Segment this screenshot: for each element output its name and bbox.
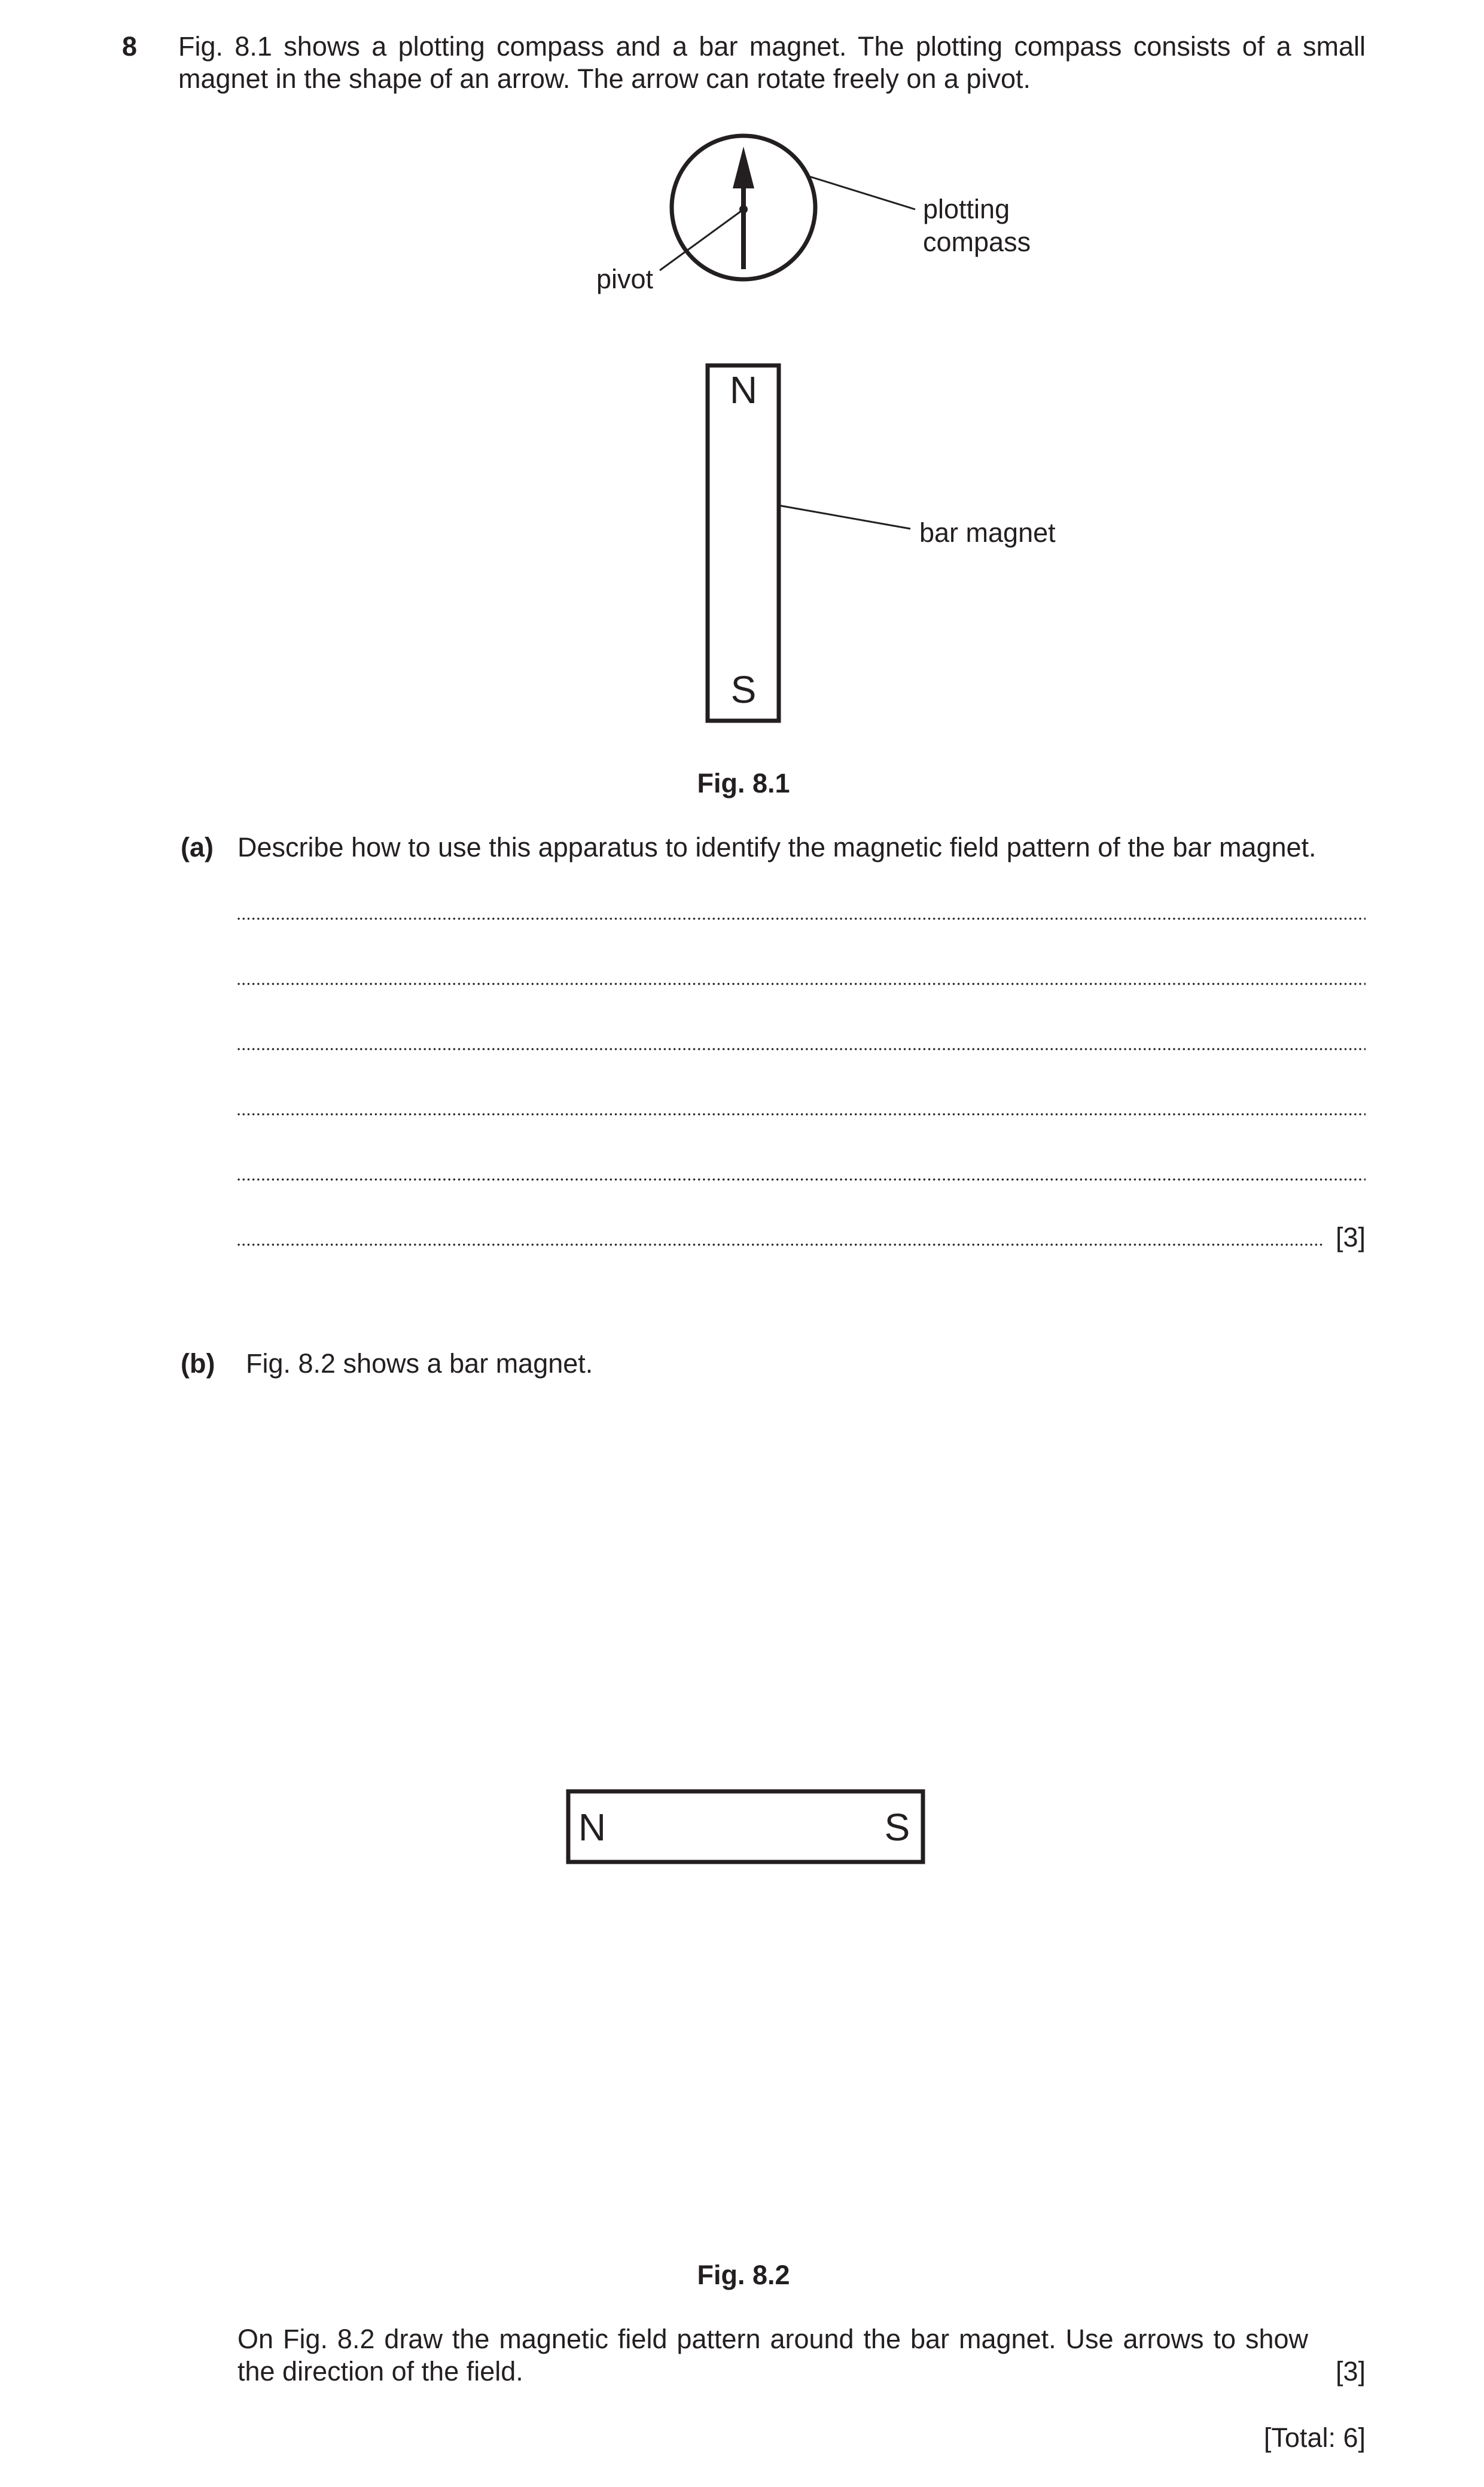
bar-magnet-horizontal — [568, 1791, 923, 1862]
answer-line-4[interactable] — [236, 1113, 1366, 1116]
compass-label-line1: plotting — [923, 194, 1010, 224]
part-a-label: (a) — [181, 832, 214, 862]
answer-line-2[interactable] — [236, 982, 1366, 986]
compass-leader-line — [809, 176, 915, 209]
answer-line-1[interactable] — [236, 917, 1366, 921]
fig-8-2-drawing-area[interactable] — [0, 1764, 1484, 1884]
bar-magnet-vertical — [708, 365, 779, 721]
answer-line-3[interactable] — [236, 1047, 1366, 1051]
fig-8-2-north-pole: N — [578, 1806, 607, 1849]
part-b-label: (b) — [181, 1348, 215, 1379]
pivot-label: pivot — [596, 264, 654, 294]
answer-line-6[interactable] — [236, 1243, 1324, 1246]
fig-8-1-diagram — [0, 0, 1484, 748]
fig-8-1-caption: Fig. 8.1 — [697, 768, 790, 798]
compass-arrow-head — [733, 147, 754, 188]
bar-magnet-label: bar magnet — [919, 517, 1056, 548]
part-b-intro: Fig. 8.2 shows a bar magnet. — [246, 1348, 593, 1379]
compass-label-line2: compass — [923, 227, 1031, 257]
total-marks: [Total: 6] — [1263, 2422, 1366, 2453]
magnet-north-pole: N — [729, 368, 758, 412]
part-b-marks: [3] — [1335, 2356, 1366, 2387]
part-a-marks: [3] — [1335, 1222, 1366, 1252]
fig-8-2-caption: Fig. 8.2 — [697, 2260, 790, 2290]
magnet-south-pole: S — [730, 668, 757, 711]
magnet-leader-line — [779, 505, 910, 529]
answer-line-5[interactable] — [236, 1178, 1366, 1181]
part-a-question: Describe how to use this apparatus to identify the magnetic field pattern of the bar magnet. — [237, 832, 1317, 862]
fig-8-2-south-pole: S — [884, 1806, 910, 1849]
question-number: 8 — [122, 31, 138, 62]
part-b-instruction: On Fig. 8.2 draw the magnetic field pattern around the bar magnet. Use arrows to show the direction of the field. — [237, 2324, 1308, 2387]
question-intro: Fig. 8.1 shows a plotting compass and a bar magnet. The plotting compass consists of a small magnet in the shape of an arrow. The arrow can rotate freely on a pivot. — [178, 31, 1366, 94]
